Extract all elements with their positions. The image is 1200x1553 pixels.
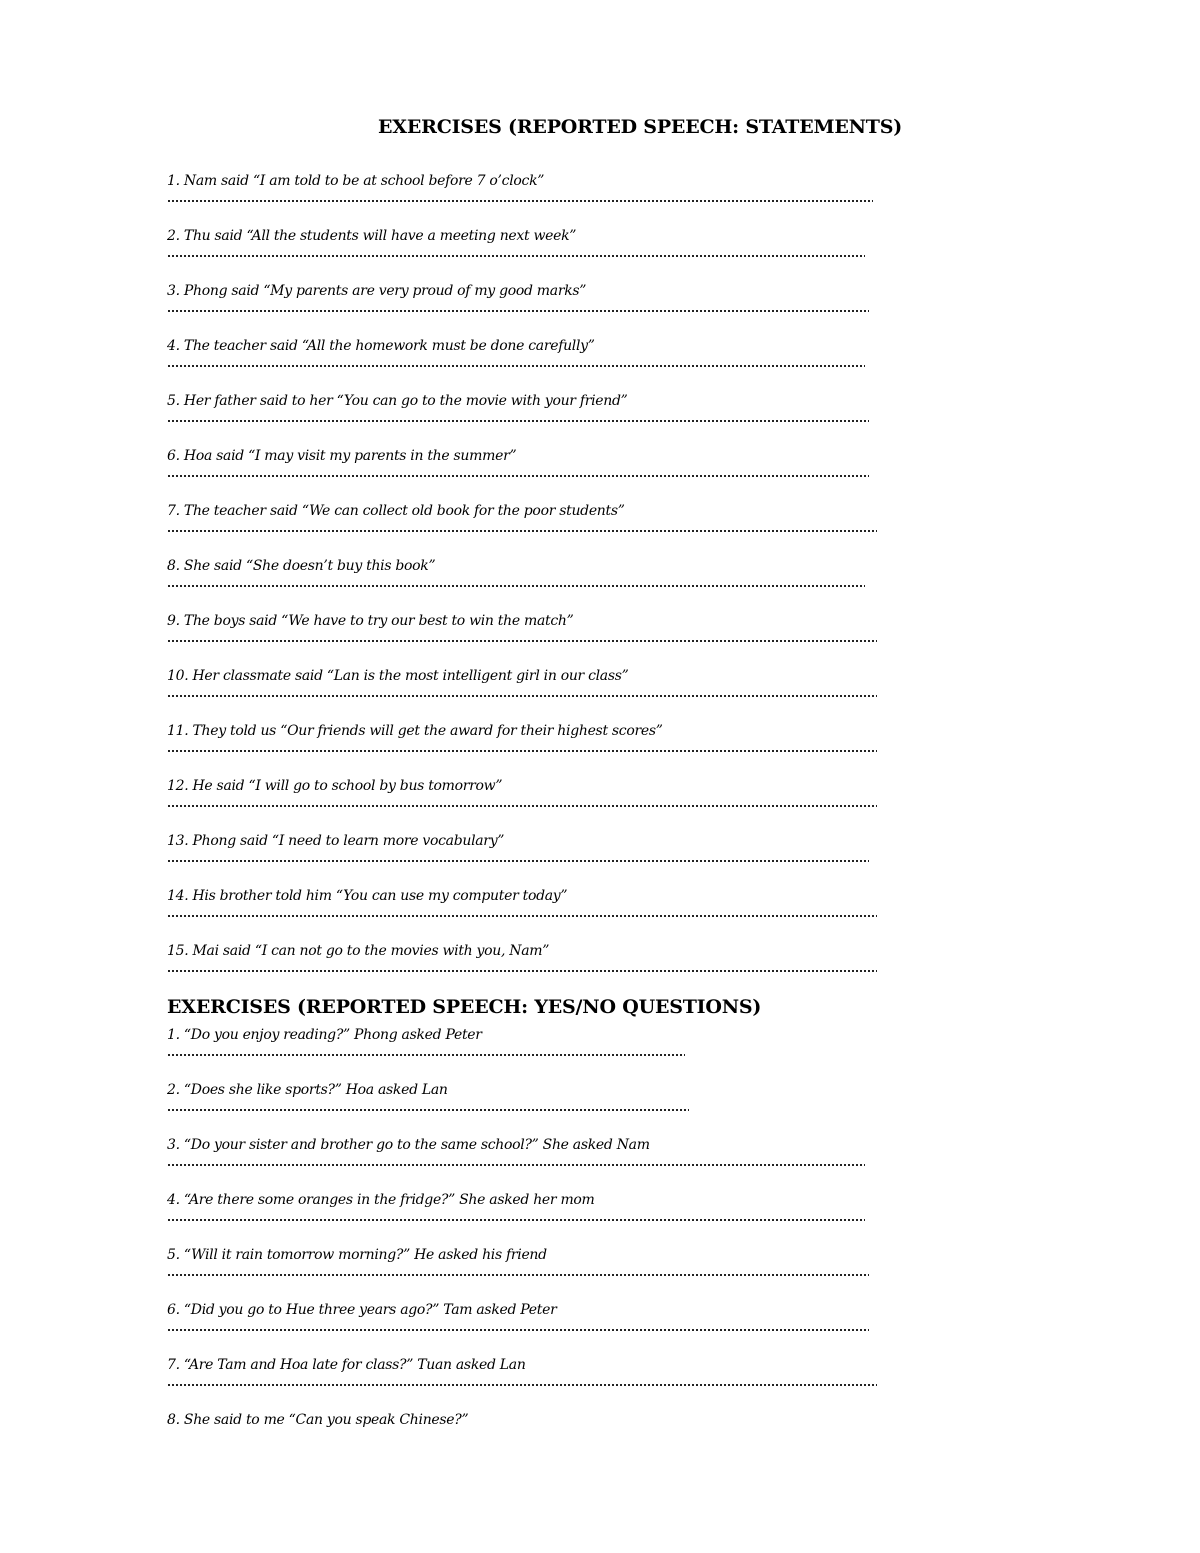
statement-item (167, 663, 887, 698)
answer-line[interactable] (167, 529, 877, 533)
answer-line[interactable] (167, 1273, 869, 1277)
answer-line[interactable] (167, 749, 877, 753)
statement-prompt: 4. The teacher said “All the homework must be done carefully” (167, 338, 595, 354)
answer-line[interactable] (167, 419, 869, 423)
statement-prompt: 14. His brother told him “You can use my computer today” (167, 888, 568, 904)
question-item (167, 1352, 887, 1387)
question-prompt: 5. “Will it rain tomorrow morning?” He asked his friend (167, 1247, 547, 1263)
question-prompt: 2. “Does she like sports?” Hoa asked Lan (167, 1082, 448, 1098)
statement-prompt: 9. The boys said “We have to try our best to win the match” (167, 613, 574, 629)
statement-prompt: 13. Phong said “I need to learn more vocabulary” (167, 833, 505, 849)
question-item (167, 1407, 887, 1433)
answer-line[interactable] (167, 1053, 685, 1057)
answer-line[interactable] (167, 474, 869, 478)
question-prompt: 1. “Do you enjoy reading?” Phong asked Peter (167, 1027, 482, 1043)
answer-line[interactable] (167, 914, 877, 918)
statement-item (167, 333, 887, 368)
statement-prompt: 11. They told us “Our friends will get the award for their highest scores” (167, 723, 663, 739)
answer-line[interactable] (167, 804, 877, 808)
question-item (167, 1077, 887, 1112)
answer-line[interactable] (167, 309, 869, 313)
answer-line[interactable] (167, 1218, 865, 1222)
statement-item (167, 773, 887, 808)
question-prompt: 6. “Did you go to Hue three years ago?” Tam asked Peter (167, 1302, 557, 1318)
answer-line[interactable] (167, 694, 877, 698)
answer-line[interactable] (167, 1108, 689, 1112)
answer-line[interactable] (167, 969, 877, 973)
statement-item (167, 223, 887, 258)
statement-item (167, 828, 887, 863)
answer-line[interactable] (167, 639, 877, 643)
statement-item (167, 718, 887, 753)
question-item (167, 1297, 887, 1332)
statement-prompt: 10. Her classmate said “Lan is the most intelligent girl in our class” (167, 668, 629, 684)
question-item (167, 1187, 887, 1222)
answer-line[interactable] (167, 859, 869, 863)
statement-prompt: 12. He said “I will go to school by bus tomorrow” (167, 778, 503, 794)
question-prompt: 4. “Are there some oranges in the fridge?” She asked her mom (167, 1192, 595, 1208)
question-prompt: 3. “Do your sister and brother go to the same school?” She asked Nam (167, 1137, 650, 1153)
statement-item (167, 553, 887, 588)
yes-no-questions-section-title: EXERCISES (REPORTED SPEECH: YES/NO QUESTIONS) (167, 996, 762, 1018)
statement-prompt: 5. Her father said to her “You can go to the movie with your friend” (167, 393, 628, 409)
statement-item (167, 278, 887, 313)
question-prompt: 8. She said to me “Can you speak Chinese?” (167, 1412, 469, 1428)
statement-prompt: 6. Hoa said “I may visit my parents in the summer” (167, 448, 517, 464)
question-item (167, 1022, 887, 1057)
question-prompt: 7. “Are Tam and Hoa late for class?” Tuan asked Lan (167, 1357, 526, 1373)
answer-line[interactable] (167, 1383, 877, 1387)
statement-prompt: 3. Phong said “My parents are very proud of my good marks” (167, 283, 587, 299)
statement-item (167, 608, 887, 643)
statement-prompt: 2. Thu said “All the students will have a meeting next week” (167, 228, 577, 244)
statement-prompt: 15. Mai said “I can not go to the movies with you, Nam” (167, 943, 550, 959)
answer-line[interactable] (167, 199, 873, 203)
answer-line[interactable] (167, 1163, 865, 1167)
statement-prompt: 8. She said “She doesn’t buy this book” (167, 558, 436, 574)
question-item (167, 1132, 887, 1167)
answer-line[interactable] (167, 364, 865, 368)
statement-item (167, 388, 887, 423)
statement-prompt: 1. Nam said “I am told to be at school before 7 o’clock” (167, 173, 545, 189)
statements-section-title: EXERCISES (REPORTED SPEECH: STATEMENTS) (378, 116, 903, 138)
statement-item (167, 498, 887, 533)
answer-line[interactable] (167, 254, 865, 258)
question-item (167, 1242, 887, 1277)
statement-item (167, 938, 887, 973)
statement-prompt: 7. The teacher said “We can collect old book for the poor students” (167, 503, 625, 519)
answer-line[interactable] (167, 1328, 869, 1332)
statement-item (167, 168, 887, 203)
answer-line[interactable] (167, 584, 865, 588)
statement-item (167, 443, 887, 478)
statement-item (167, 883, 887, 918)
